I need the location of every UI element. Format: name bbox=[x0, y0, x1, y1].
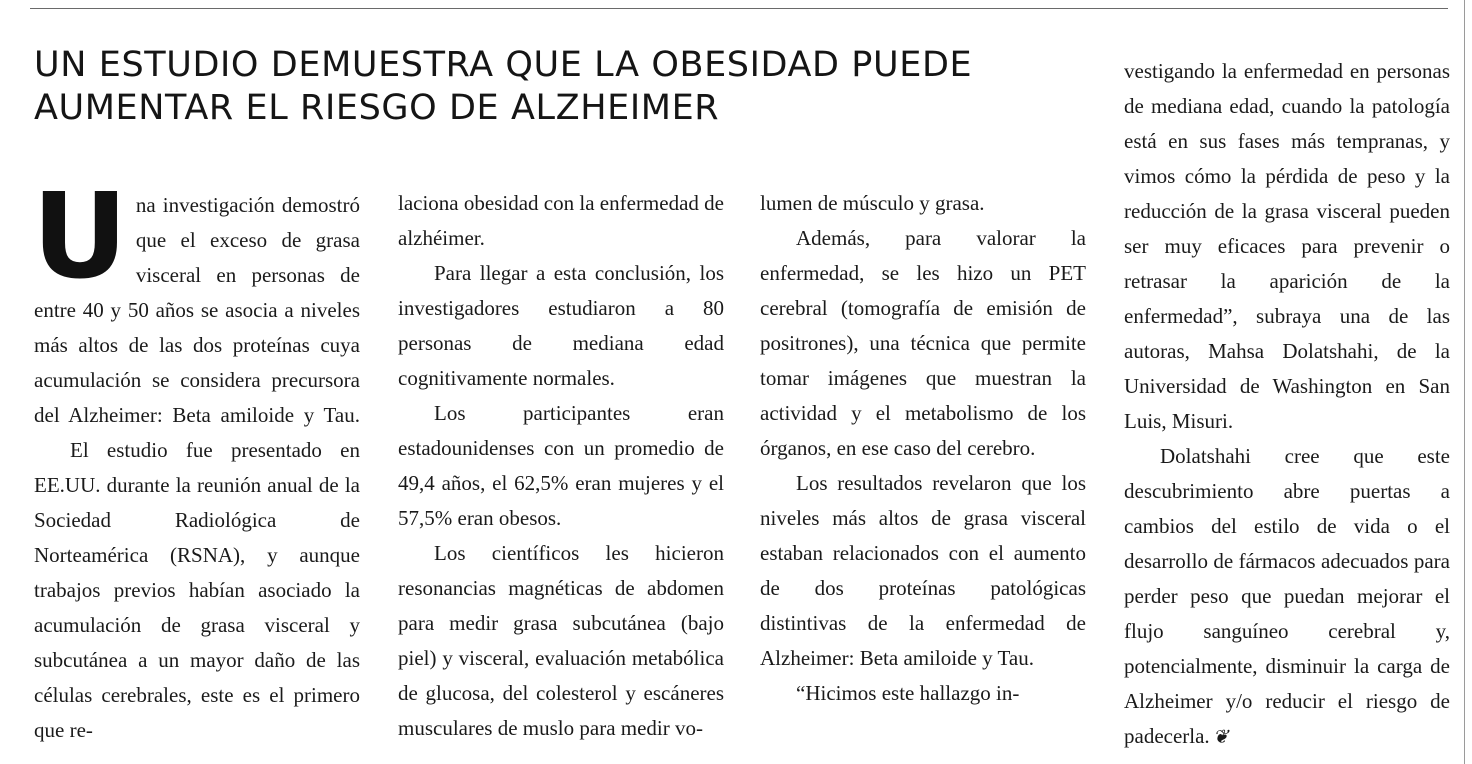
paragraph: Los participantes eran estadounidenses con un promedio de 49,4 años, el 62,5% eran mujeres y el 57,5% eran obesos. bbox=[398, 401, 724, 530]
article-column-1 bbox=[32, 167, 360, 748]
end-mark-icon: ❦ bbox=[1212, 726, 1229, 748]
paragraph: Para llegar a esta conclusión, los investigadores estudiaron a 80 personas de mediana edad cognitivamente normales. bbox=[398, 261, 724, 390]
paragraph: “Hicimos este hallazgo in- bbox=[796, 681, 1020, 705]
closing-paragraph-text: Dolatshahi cree que este descubrimiento abre puertas a cambios del estilo de vida o el desarrollo de fármacos adecuados para perder peso que puedan mejorar el flujo sanguíneo cerebral y, potencialmente, disminuir la carga de Alzheimer y/o reducir el riesgo de padecerla. bbox=[1124, 444, 1450, 748]
lead-paragraph bbox=[32, 167, 360, 433]
article-column-4 bbox=[1124, 54, 1450, 755]
paragraph: vestigando la enfermedad en personas de mediana edad, cuando la patología está en sus fases más tempranas, y vimos cómo la pérdida de peso y la reducción de la grasa visceral pueden ser muy eficaces para prevenir o retrasar la aparición de la enfermedad”, subraya una de las autoras, Mahsa Dolatshahi, de la Universidad de Washington en San Luis, Misuri. bbox=[1124, 59, 1450, 433]
paragraph: Los resultados revelaron que los niveles más altos de grasa visceral estaban relacionados con el aumento de dos proteínas patológicas distintivas de la enfermedad de Alzheimer: Beta amiloide y Tau. bbox=[760, 471, 1086, 670]
drop-cap: U bbox=[32, 167, 128, 305]
closing-paragraph bbox=[1124, 439, 1450, 755]
paragraph: Los científicos les hicieron resonancias magnéticas de abdomen para medir grasa subcutánea (bajo piel) y visceral, evaluación metabólica de glucosa, del colesterol y escáneres musculares de muslo para medir vo- bbox=[398, 541, 724, 740]
article-column-3 bbox=[760, 186, 1086, 711]
paragraph: laciona obesidad con la enfermedad de alzhéimer. bbox=[398, 191, 724, 250]
paragraph: Además, para valorar la enfermedad, se les hizo un PET cerebral (tomografía de emisión de positrones), una técnica que permite tomar imágenes que muestran la actividad y el metabolismo de los órganos, en ese caso del cerebro. bbox=[760, 226, 1086, 460]
paragraph: lumen de músculo y grasa. bbox=[760, 191, 985, 215]
article-column-2 bbox=[398, 186, 724, 746]
column-edge-rule bbox=[1464, 0, 1465, 764]
article-headline: UN ESTUDIO DEMUESTRA QUE LA OBESIDAD PUEDE AUMENTAR EL RIESGO DE ALZHEIMER bbox=[34, 45, 973, 128]
top-rule bbox=[30, 8, 1448, 9]
lead-paragraph-text: na investigación demostró que el exceso de grasa visceral en personas de entre 40 y 50 años se asocia a niveles más altos de las dos proteínas cuya acumulación se considera precursora del Alzheimer: Beta amiloide y Tau. bbox=[34, 193, 360, 427]
paragraph: El estudio fue presentado en EE.UU. durante la reunión anual de la Sociedad Radiológica de Norteamérica (RSNA), y aunque trabajos previos habían asociado la acumulación de grasa visceral y subcutánea a un mayor daño de las células cerebrales, este es el primero que re- bbox=[34, 438, 360, 742]
